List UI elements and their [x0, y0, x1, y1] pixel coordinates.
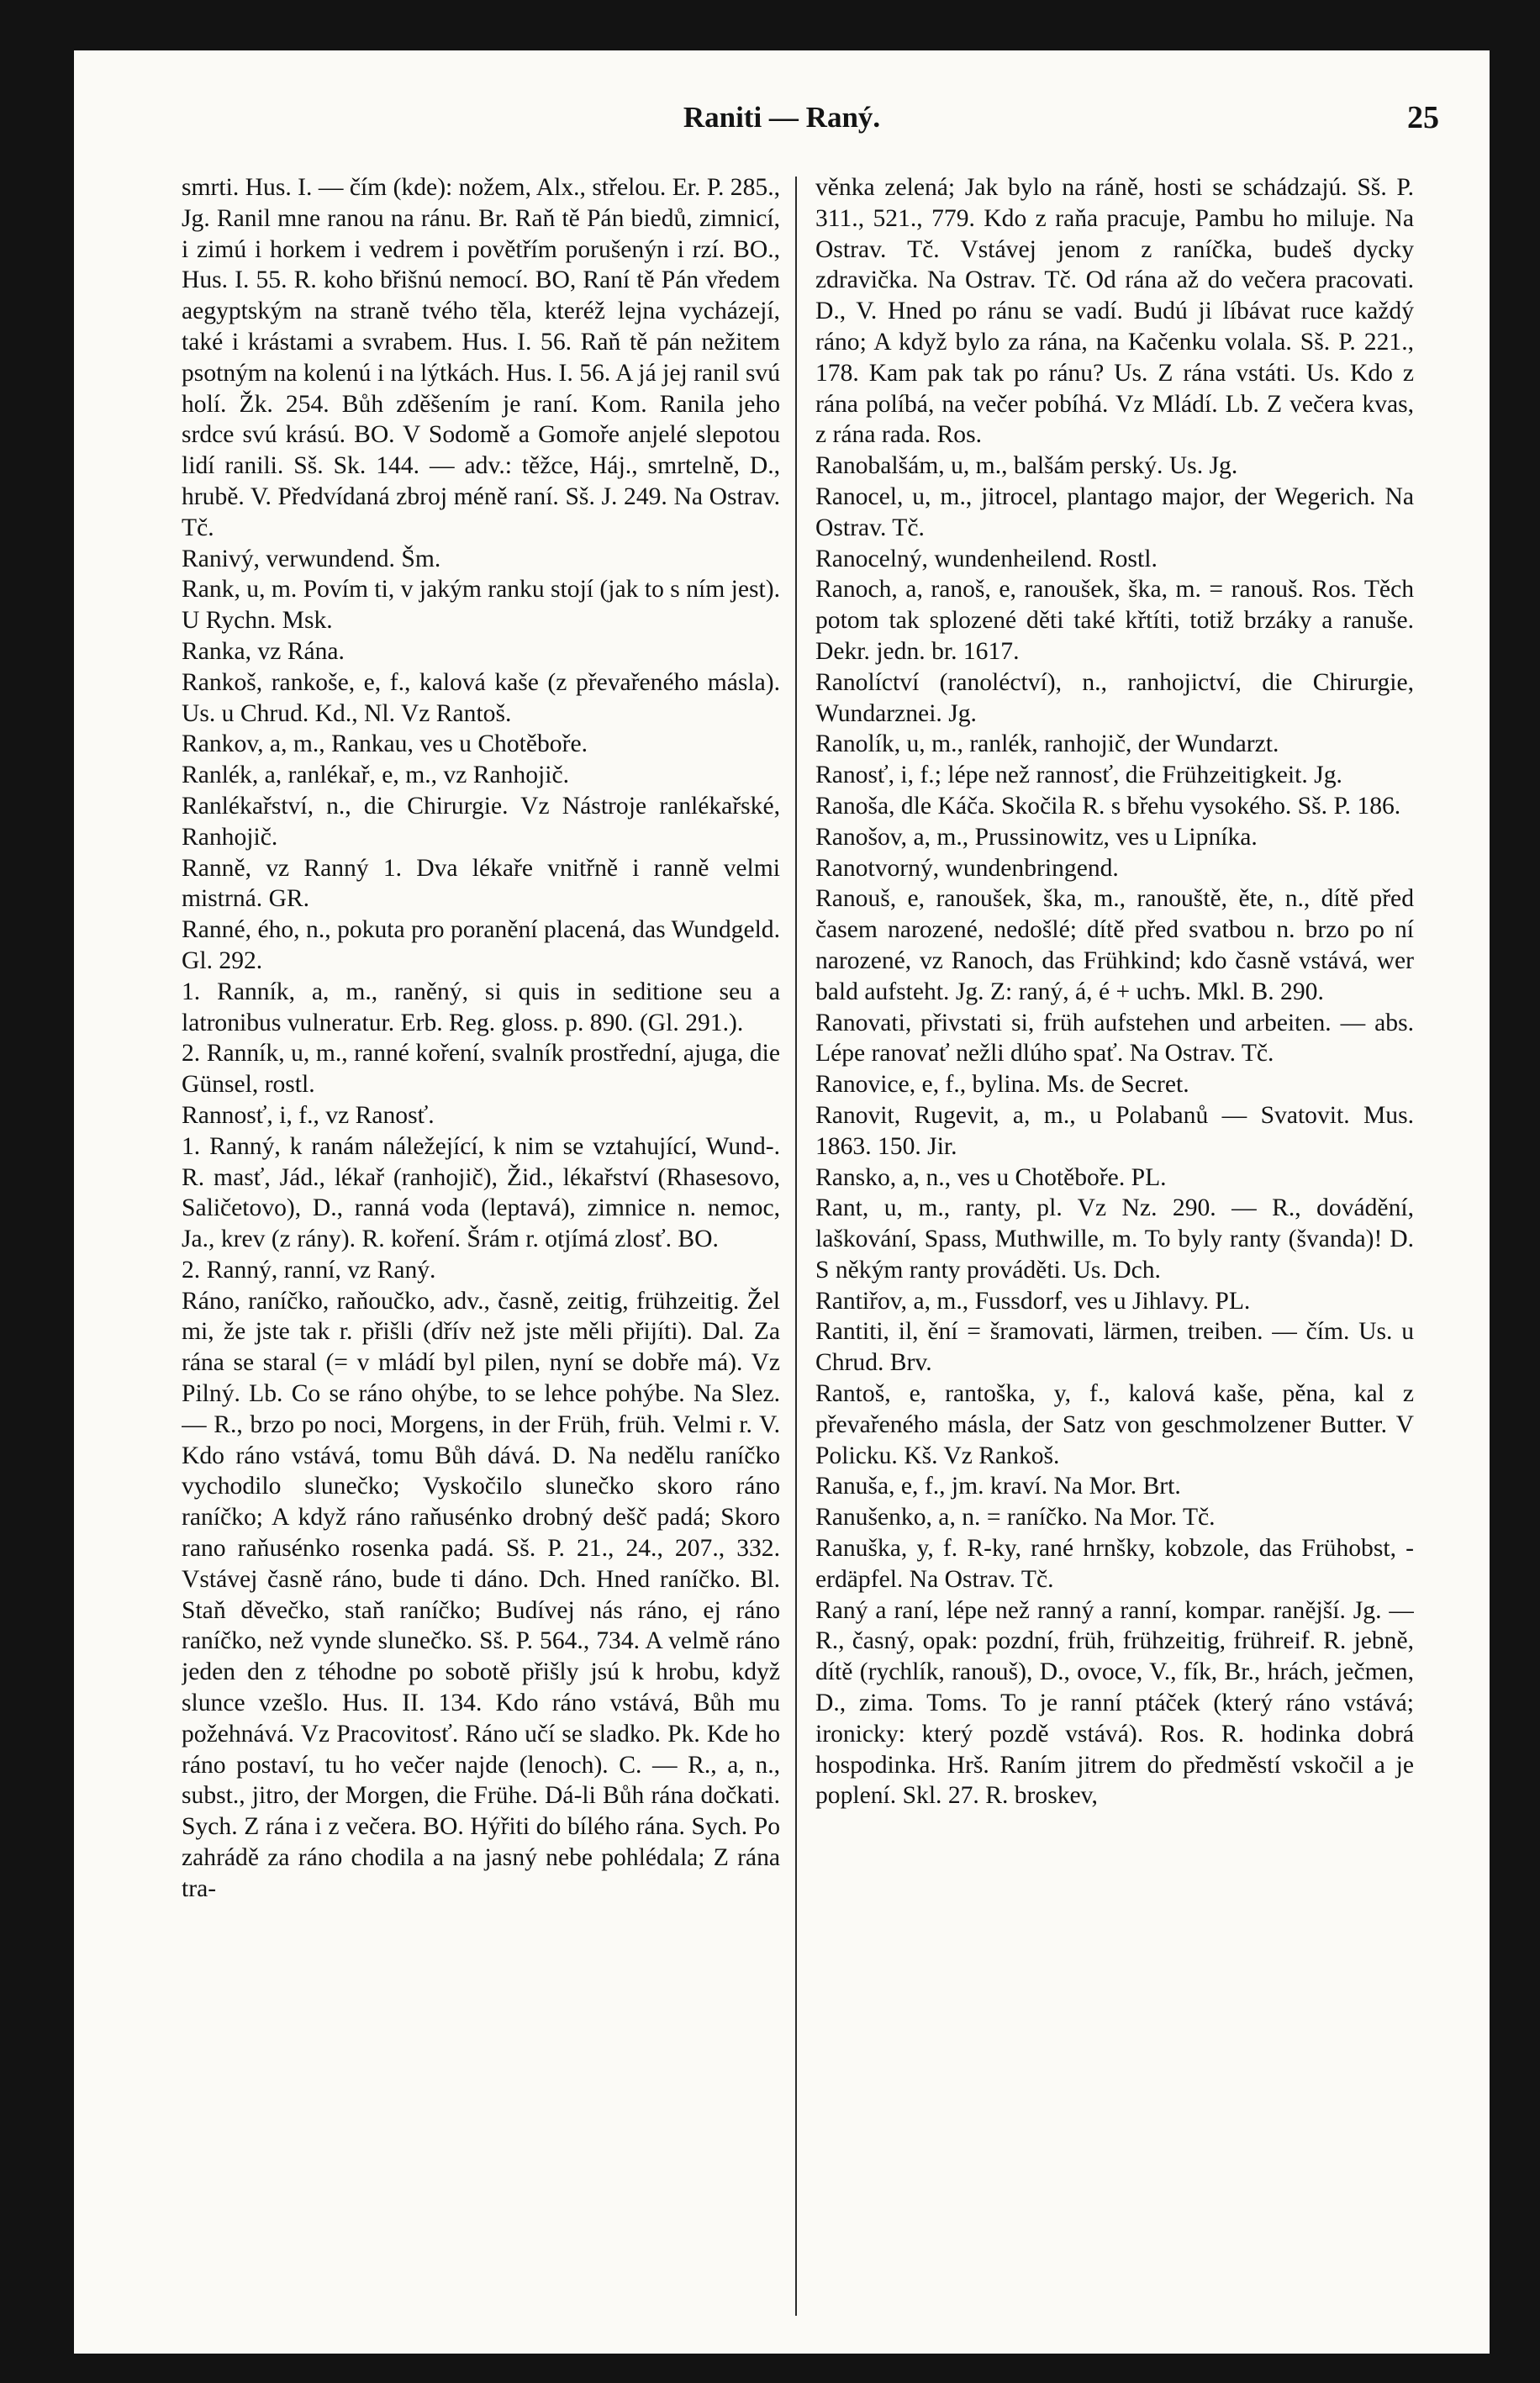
- entry-text: Ranné, ého, n., pokuta pro poranění placená, das Wundgeld. Gl. 292.: [182, 916, 780, 974]
- entry-text: Ranobalšám, u, m., balšám perský. Us. Jg.: [815, 452, 1238, 480]
- entry-text: Ranotvorný, wundenbringend.: [815, 854, 1119, 882]
- entry-text: Ranně, vz Ranný 1. Dva lékaře vnitřně i ranně velmi mistrná. GR.: [182, 854, 780, 913]
- entry-text: Ranuša, e, f., jm. kraví. Na Mor. Brt.: [815, 1473, 1181, 1500]
- entry-text: Ranocel, u, m., jitrocel, plantago major, der Wegerich. Na Ostrav. Tč.: [815, 482, 1414, 541]
- entry-text: Ranivý, verwundend. Šm.: [182, 545, 441, 572]
- entry-text: Ráno, raníčko, raňoučko, adv., časně, zeitig, frühzeitig. Žel mi, že jste tak r. přišli (dřív než jste měli přijíti). Dal. Za rána se staral (= v mládí byl pilen, nyní se dobře má). Vz Pilný. Lb. Co se ráno ohýbe, to se lehce pohýbe. Na Slez. — R., brzo po noci, Morgens, in der Früh, früh. Velmi r. V. Kdo ráno vstává, tomu Bůh dává. D. Na nedělu raníčko vychodilo slunečko; Vyskočilo slunečko skoro ráno raníčko; A když ráno raňusénko drobný dešč padá; Skoro rano raňusénko rosenka padá. Sš. P. 21., 24., 207., 332. Vstávej časně ráno, bude ti dáno. Dch. Hned raníčko. Bl. Staň děvečko, staň raníčko; Budívej nás ráno, ej ráno raníčko, než vynde slunečko. Sš. P. 564., 734. A velmě ráno jeden den z téhodne po sobotě přišly jsú k hrobu, když slunce vzešlo. Hus. II. 134. Kdo ráno vstává, Bůh mu požehnává. Vz Pracovitosť. Ráno učí se sladko. Pk. Kde ho ráno postaví, tu ho večer najde (lenoch). C. — R., a, n., subst., jitro, der Morgen, die Frühe. Dá-li Bůh rána dočkati. Sych. Z rána i z večera. BO. Hýřiti do bílého rána. Sych. Po zahrádě za ráno chodila a na jasný nebe pohlédala; Z rána tra-: [182, 1287, 780, 1902]
- entry-text: Rannosť, i, f., vz Ranosť.: [182, 1101, 435, 1129]
- entry-text: Ranolíctví (ranoléctví), n., ranhojictví, die Chirurgie, Wundarznei. Jg.: [815, 668, 1414, 727]
- entry-text: 2. Ranný, ranní, vz Raný.: [182, 1256, 436, 1284]
- entry-text: Rantiřov, a, m., Fussdorf, ves u Jihlavy. PL.: [815, 1287, 1251, 1315]
- entry-text: Ranuška, y, f. R-ky, rané hrnšky, kobzole, das Frühobst, -erdäpfel. Na Ostrav. Tč.: [815, 1535, 1414, 1593]
- entry-text: Ranušenko, a, n. = raníčko. Na Mor. Tč.: [815, 1504, 1216, 1532]
- entry-text: Ranka, vz Rána.: [182, 637, 345, 665]
- entry-text: Ranouš, e, ranoušek, ška, m., ranouště, ěte, n., dítě před časem narozené, nedošlé; dítě před svatbou n. brzo po ní narozené, vz Ranoch, das Frühkind; kdo časně vstává, wer bald aufsteht. Jg. Z: raný, á, é + uchъ. Mkl. B. 290.: [815, 885, 1414, 1005]
- entry-text: Ranlékařství, n., die Chirurgie. Vz Nástroje ranlékařské, Ranhojič.: [182, 792, 780, 851]
- entry-text: Ranoša, dle Káča. Skočila R. s břehu vysokého. Sš. P. 186.: [815, 792, 1401, 820]
- entry-text: Rantiti, il, ění = šramovati, lärmen, treiben. — čím. Us. u Chrud. Brv.: [815, 1318, 1414, 1377]
- entry-text: Ranošov, a, m., Prussinowitz, ves u Lipníka.: [815, 823, 1258, 851]
- dictionary-page: [74, 50, 1490, 2354]
- entry-text: Rank, u, m. Povím ti, v jakým ranku stojí (jak to s ním jest). U Rychn. Msk.: [182, 576, 780, 635]
- entry-text: Ranovit, Rugevit, a, m., u Polabanů — Svatovit. Mus. 1863. 150. Jir.: [815, 1101, 1414, 1160]
- entry-text: 1. Ranník, a, m., raněný, si quis in seditione seu a latronibus vulneratur. Erb. Reg. gloss. p. 890. (Gl. 291.).: [182, 978, 780, 1036]
- entry-text: Ranolík, u, m., ranlék, ranhojič, der Wundarzt.: [815, 730, 1279, 758]
- entry-text: věnka zelená; Jak bylo na ráně, hosti se schádzajú. Sš. P. 311., 521., 779. Kdo z raňa pracuje, Pambu ho miluje. Na Ostrav. Tč. Vstávej jenom z raníčka, budeš dycky zdravička. Na Ostrav. Tč. Od rána až do večera pracovati. D., V. Hned po ránu se vadí. Budú ji líbávat ruce každý ráno; A když bylo za rána, na Kačenku volala. Sš. P. 221., 178. Kam pak tak po ránu? Us. Z rána vstáti. Us. Kdo z rána políbá, na večer pobíhá. Vz Mládí. Lb. Z večera kvas, z rána rada. Ros.: [815, 174, 1414, 449]
- entry-text: Rankov, a, m., Rankau, ves u Chotěboře.: [182, 730, 588, 758]
- entry-text: Raný a raní, lépe než ranný a ranní, kompar. ranější. Jg. — R., časný, opak: pozdní, früh, frühzeitig, frühreif. R. jebně, dítě (rychlík, ranouš), D., ovoce, V., fík, Br., hrách, ječmen, D., zima. Toms. To je ranní ptáček (který ráno vstává; ironicky: který pozdě vstává). Ros. R. hodinka dobrá hospodinka. Hrš. Raním jitrem do předměstí vskočil a je poplení. Skl. 27. R. broskev,: [815, 1596, 1414, 1810]
- entry-text: Ranoch, a, ranoš, e, ranoušek, ška, m. = ranouš. Ros. Těch potom tak splozené děti také křtíti, totiž brzáky a ranuše. Dekr. jedn. br. 1617.: [815, 576, 1414, 665]
- column-divider: [795, 177, 797, 2316]
- running-head-title: Raniti — Raný.: [683, 101, 881, 134]
- entry-text: 2. Ranník, u, m., ranné koření, svalník prostřední, ajuga, die Günsel, rostl.: [182, 1040, 780, 1099]
- left-column: [182, 172, 780, 2324]
- entry-text: Rantoš, e, rantoška, y, f., kalová kaše, pěna, kal z převařeného másla, der Satz von geschmolzener Butter. V Policku. Kš. Vz Rankoš.: [815, 1380, 1414, 1469]
- page-number: 25: [1407, 100, 1439, 135]
- running-head: [74, 94, 1490, 145]
- entry-text: Ranocelný, wundenheilend. Rostl.: [815, 545, 1158, 572]
- entry-text: Rant, u, m., ranty, pl. Vz Nz. 290. — R., dovádění, laškování, Spass, Muthwille, m. To byly ranty (švanda)! D. S někým ranty prováděti. Us. Dch.: [815, 1194, 1414, 1284]
- right-column: [815, 172, 1414, 2324]
- entry-text: Rankoš, rankoše, e, f., kalová kaše (z převařeného másla). Us. u Chrud. Kd., Nl. Vz Rantoš.: [182, 668, 780, 727]
- entry-text: smrti. Hus. I. — čím (kde): nožem, Alx., střelou. Er. P. 285., Jg. Ranil mne ranou na ránu. Br. Raň tě Pán biedů, zimnicí, i zimú i horkem i vedrem i povětřím porušenýn i rzí. BO., Hus. I. 55. R. koho břišnú nemocí. BO, Raní tě Pán vředem aegyptským na straně tvého těla, kteréž lejna vycházejí, také i krástami a svrabem. Hus. I. 56. Raň tě pán nežitem psotným na kolenú i na lýtkách. Hus. I. 56. A já jej ranil svú holí. Žk. 254. Bůh zděšením je raní. Kom. Ranila jeho srdce svú krású. BO. V Sodomě a Gomoře anjelé slepotou lidí ranili. Sš. Sk. 144. — adv.: těžce, Háj., smrtelně, D., hrubě. V. Předvídaná zbroj méně raní. Sš. J. 249. Na Ostrav. Tč.: [182, 174, 780, 541]
- entry-text: Ranovati, přivstati si, früh aufstehen und arbeiten. — abs. Lépe ranovať nežli dlúho spať. Na Ostrav. Tč.: [815, 1009, 1414, 1068]
- entry-text: Ranovice, e, f., bylina. Ms. de Secret.: [815, 1071, 1189, 1099]
- entry-text: Ranlék, a, ranlékař, e, m., vz Ranhojič.: [182, 762, 570, 789]
- entry-text: Ransko, a, n., ves u Chotěboře. PL.: [815, 1163, 1167, 1191]
- entry-text: Ranosť, i, f.; lépe než rannosť, die Frühzeitigkeit. Jg.: [815, 762, 1342, 789]
- entry-text: 1. Ranný, k ranám náležející, k nim se vztahující, Wund-. R. masť, Jád., lékař (ranhojič), Žid., lékařství (Rhasesovo, Saličetovo), D., ranná voda (leptavá), zimnice n. nemoc, Ja., krev (z rány). R. koření. Šrám r. otjímá zlosť. BO.: [182, 1132, 780, 1253]
